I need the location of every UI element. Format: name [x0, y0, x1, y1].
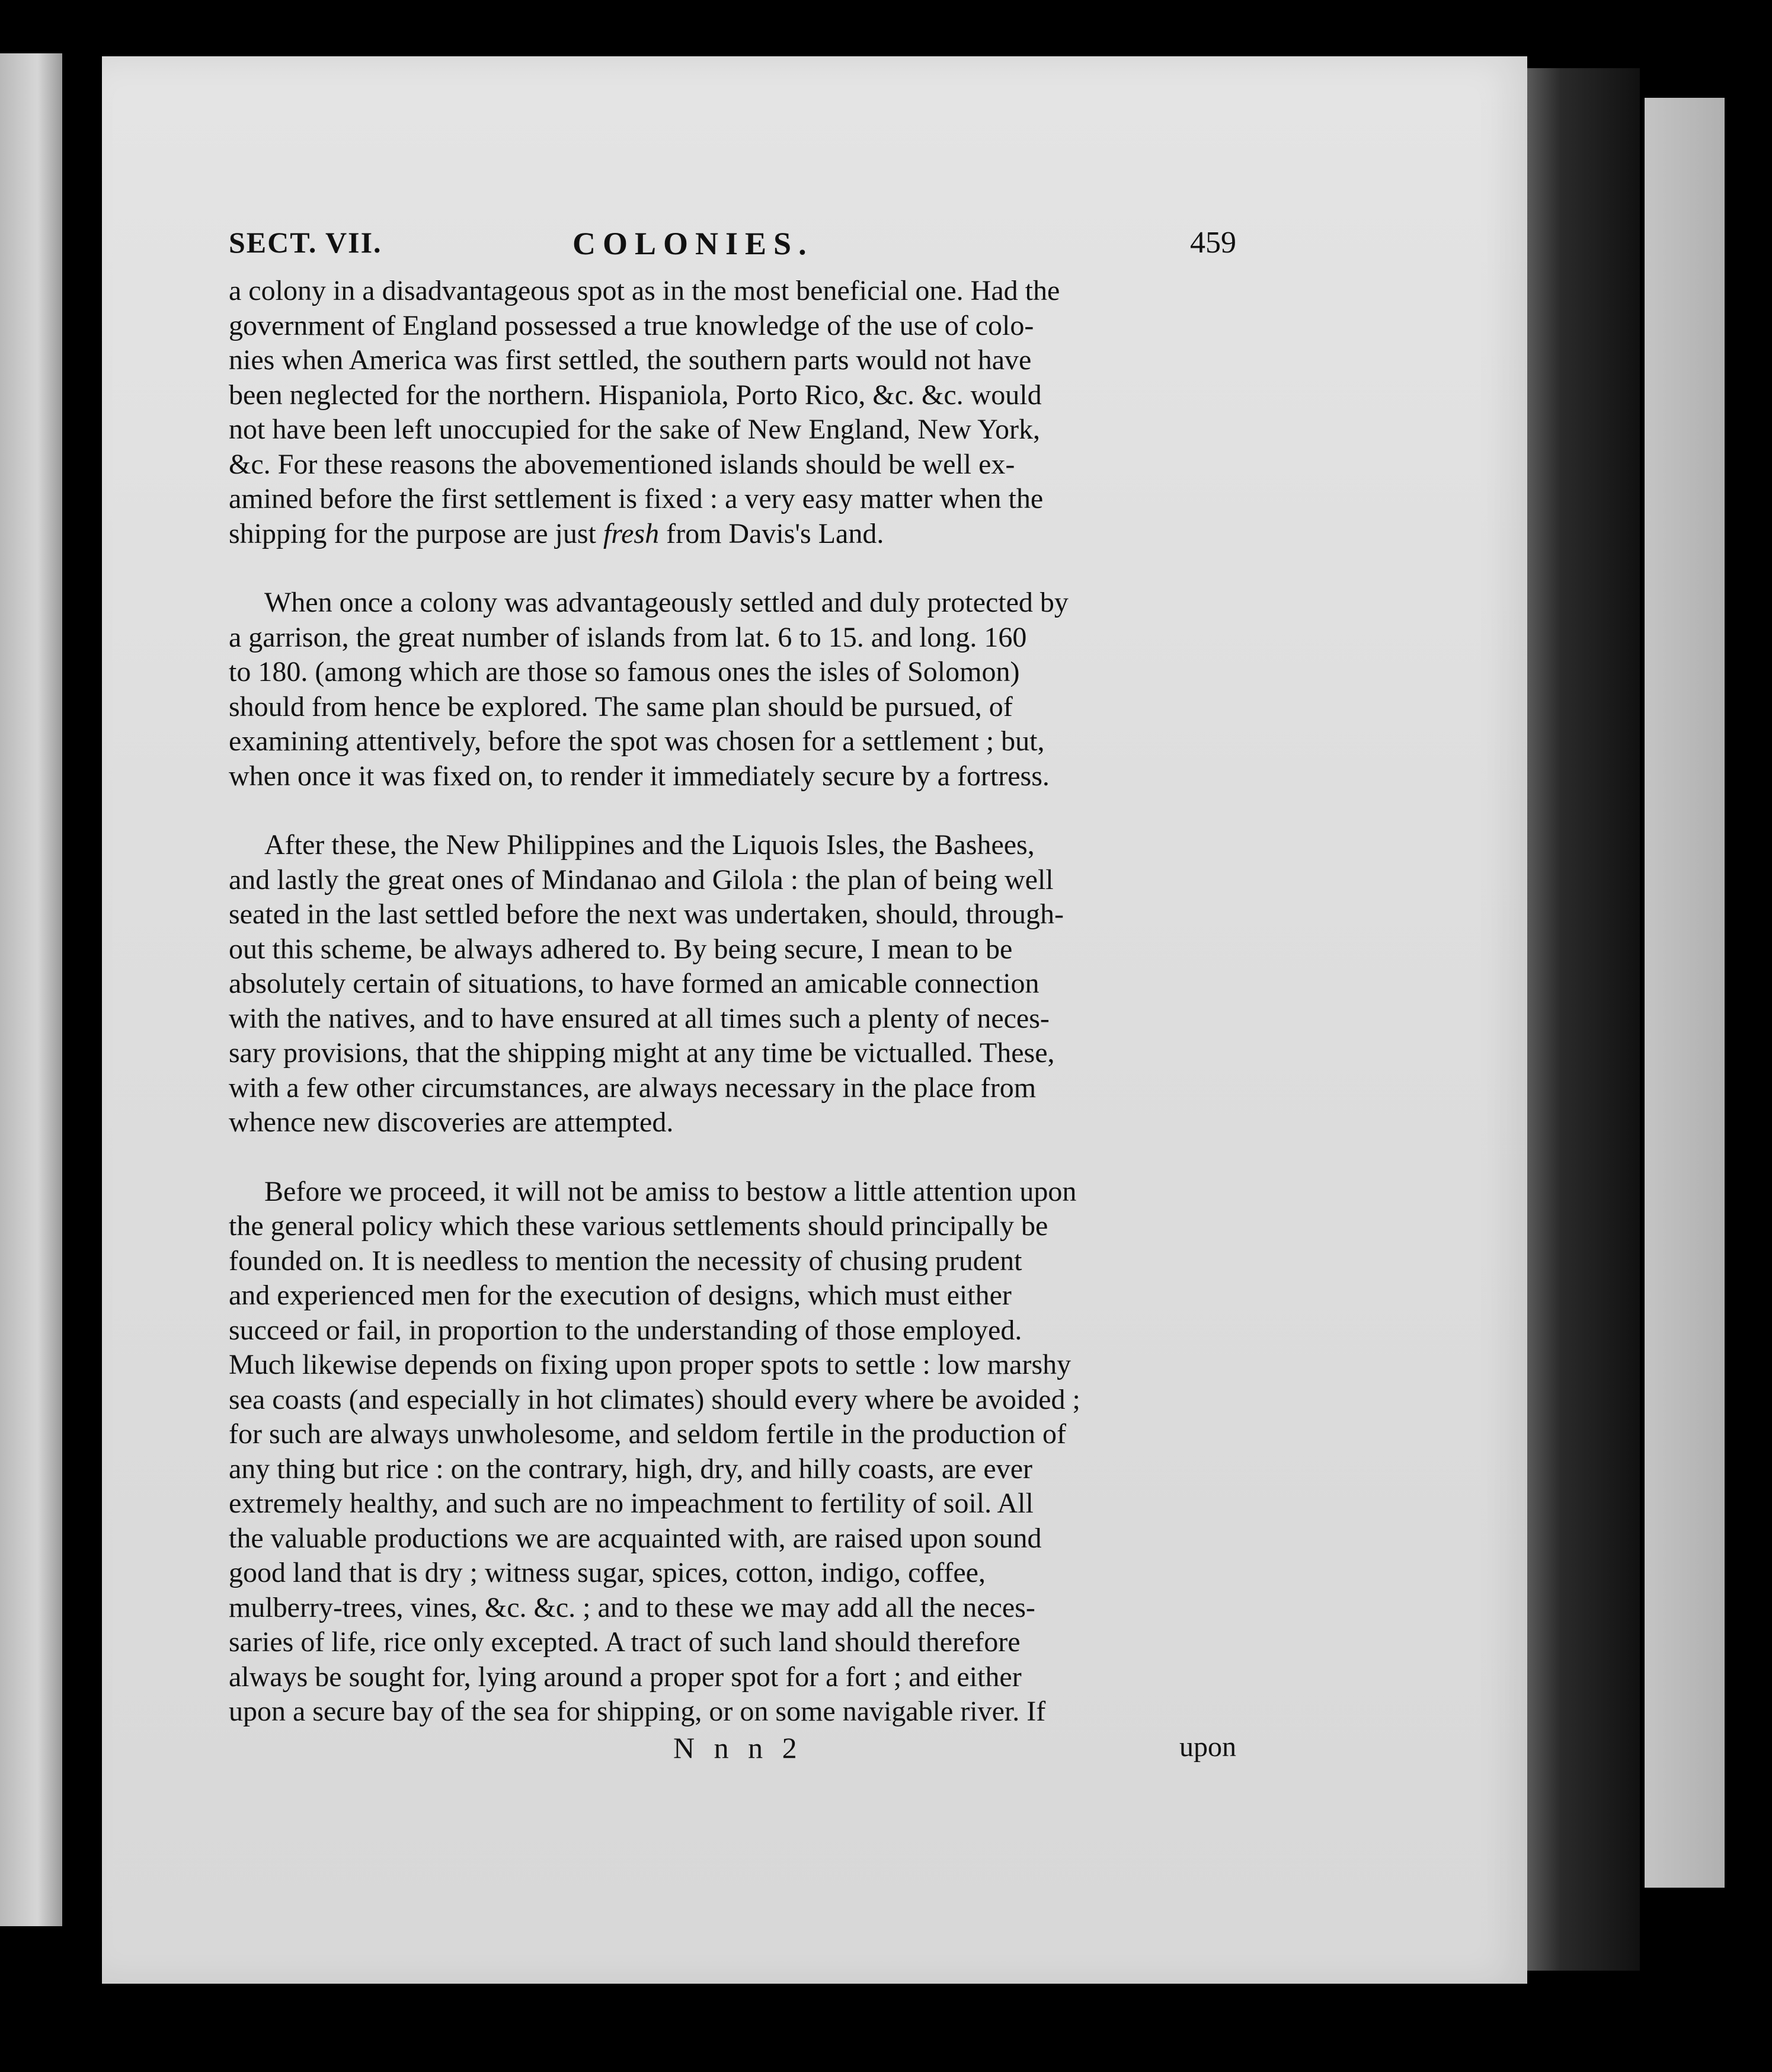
text-line: Much likewise depends on fixing upon proper spots to settle : low marshy	[229, 1349, 1071, 1380]
text-line: saries of life, rice only excepted. A tract of such land should therefore	[229, 1626, 1021, 1658]
text-line: should from hence be explored. The same plan should be pursued, of	[229, 690, 1013, 722]
page-number: 459	[1190, 226, 1236, 260]
right-page-edge	[1645, 98, 1725, 1888]
text-line: for such are always unwholesome, and seldom fertile in the production of	[229, 1418, 1066, 1450]
text-line: After these, the New Philippines and the Liquois Isles, the Bashees,	[264, 829, 1035, 861]
paragraph-1	[229, 274, 1236, 551]
text-line: mulberry-trees, vines, &c. &c. ; and to these we may add all the neces-	[229, 1591, 1035, 1623]
text-line: been neglected for the northern. Hispaniola, Porto Rico, &c. &c. would	[229, 379, 1042, 411]
text-line: sea coasts (and especially in hot climates) should every where be avoided ;	[229, 1383, 1080, 1415]
text-line: and experienced men for the execution of designs, which must either	[229, 1280, 1012, 1311]
running-head-title: COLONIES.	[572, 226, 814, 261]
italic-word: fresh	[603, 517, 660, 549]
text-run: from Davis's Land.	[659, 517, 884, 549]
text-line: not have been left unoccupied for the sake of New England, New York,	[229, 414, 1040, 445]
paragraph-3	[229, 828, 1236, 1140]
text-line: with a few other circumstances, are always necessary in the place from	[229, 1072, 1037, 1104]
text-line: amined before the first settlement is fixed : a very easy matter when the	[229, 483, 1044, 514]
text-line: upon a secure bay of the sea for shipping, or on some navigable river. If	[229, 1696, 1046, 1727]
text-line: absolutely certain of situations, to have formed an amicable connection	[229, 968, 1039, 999]
text-line: always be sought for, lying around a proper spot for a fort ; and either	[229, 1661, 1022, 1693]
text-line: and lastly the great ones of Mindanao and Gilola : the plan of being well	[229, 864, 1054, 896]
page-gutter-shadow	[1527, 68, 1640, 1971]
left-page-edge	[0, 53, 62, 1926]
text-line: any thing but rice : on the contrary, high, dry, and hilly coasts, are ever	[229, 1453, 1033, 1485]
text-line: a garrison, the great number of islands from lat. 6 to 15. and long. 160	[229, 621, 1027, 653]
page-footer	[229, 1731, 1236, 1766]
text-line: Before we proceed, it will not be amiss to bestow a little attention upon	[264, 1175, 1077, 1207]
text-line: extremely healthy, and such are no impeachment to fertility of soil. All	[229, 1488, 1034, 1519]
running-head-section: SECT. VII.	[229, 226, 382, 259]
signature-mark: N n n 2	[673, 1731, 803, 1764]
text-line: when once it was fixed on, to render it immediately secure by a fortress.	[229, 760, 1050, 792]
text-line: to 180. (among which are those so famous ones the isles of Solomon)	[229, 656, 1020, 688]
text-line: succeed or fail, in proportion to the understanding of those employed.	[229, 1314, 1022, 1346]
text-line: When once a colony was advantageously settled and duly protected by	[264, 587, 1069, 618]
page-text-block	[229, 225, 1236, 1766]
text-line: &c. For these reasons the abovementioned islands should be well ex-	[229, 448, 1015, 480]
text-run: shipping for the purpose are just	[229, 517, 603, 549]
catchword: upon	[1179, 1731, 1236, 1763]
text-line: good land that is dry ; witness sugar, spices, cotton, indigo, coffee,	[229, 1557, 986, 1588]
running-head	[229, 225, 1236, 273]
text-line: whence new discoveries are attempted.	[229, 1107, 674, 1138]
text-line: seated in the last settled before the next was undertaken, should, through-	[229, 898, 1064, 930]
text-line: the valuable productions we are acquainted with, are raised upon sound	[229, 1522, 1042, 1554]
text-line: out this scheme, be always adhered to. By being secure, I mean to be	[229, 933, 1013, 965]
text-line: government of England possessed a true knowledge of the use of colo-	[229, 309, 1034, 341]
paragraph-4	[229, 1175, 1236, 1729]
paragraph-2	[229, 586, 1236, 794]
text-line: founded on. It is needless to mention the necessity of chusing prudent	[229, 1245, 1022, 1277]
text-line: nies when America was first settled, the southern parts would not have	[229, 344, 1032, 376]
text-line: examining attentively, before the spot was chosen for a settlement ; but,	[229, 725, 1045, 757]
text-line: sary provisions, that the shipping might at any time be victualled. These,	[229, 1037, 1055, 1069]
text-line: a colony in a disadvantageous spot as in the most beneficial one. Had the	[229, 275, 1060, 306]
text-line-with-italic	[229, 517, 1236, 552]
text-line: the general policy which these various settlements should principally be	[229, 1210, 1048, 1242]
text-line: with the natives, and to have ensured at all times such a plenty of neces-	[229, 1002, 1050, 1034]
